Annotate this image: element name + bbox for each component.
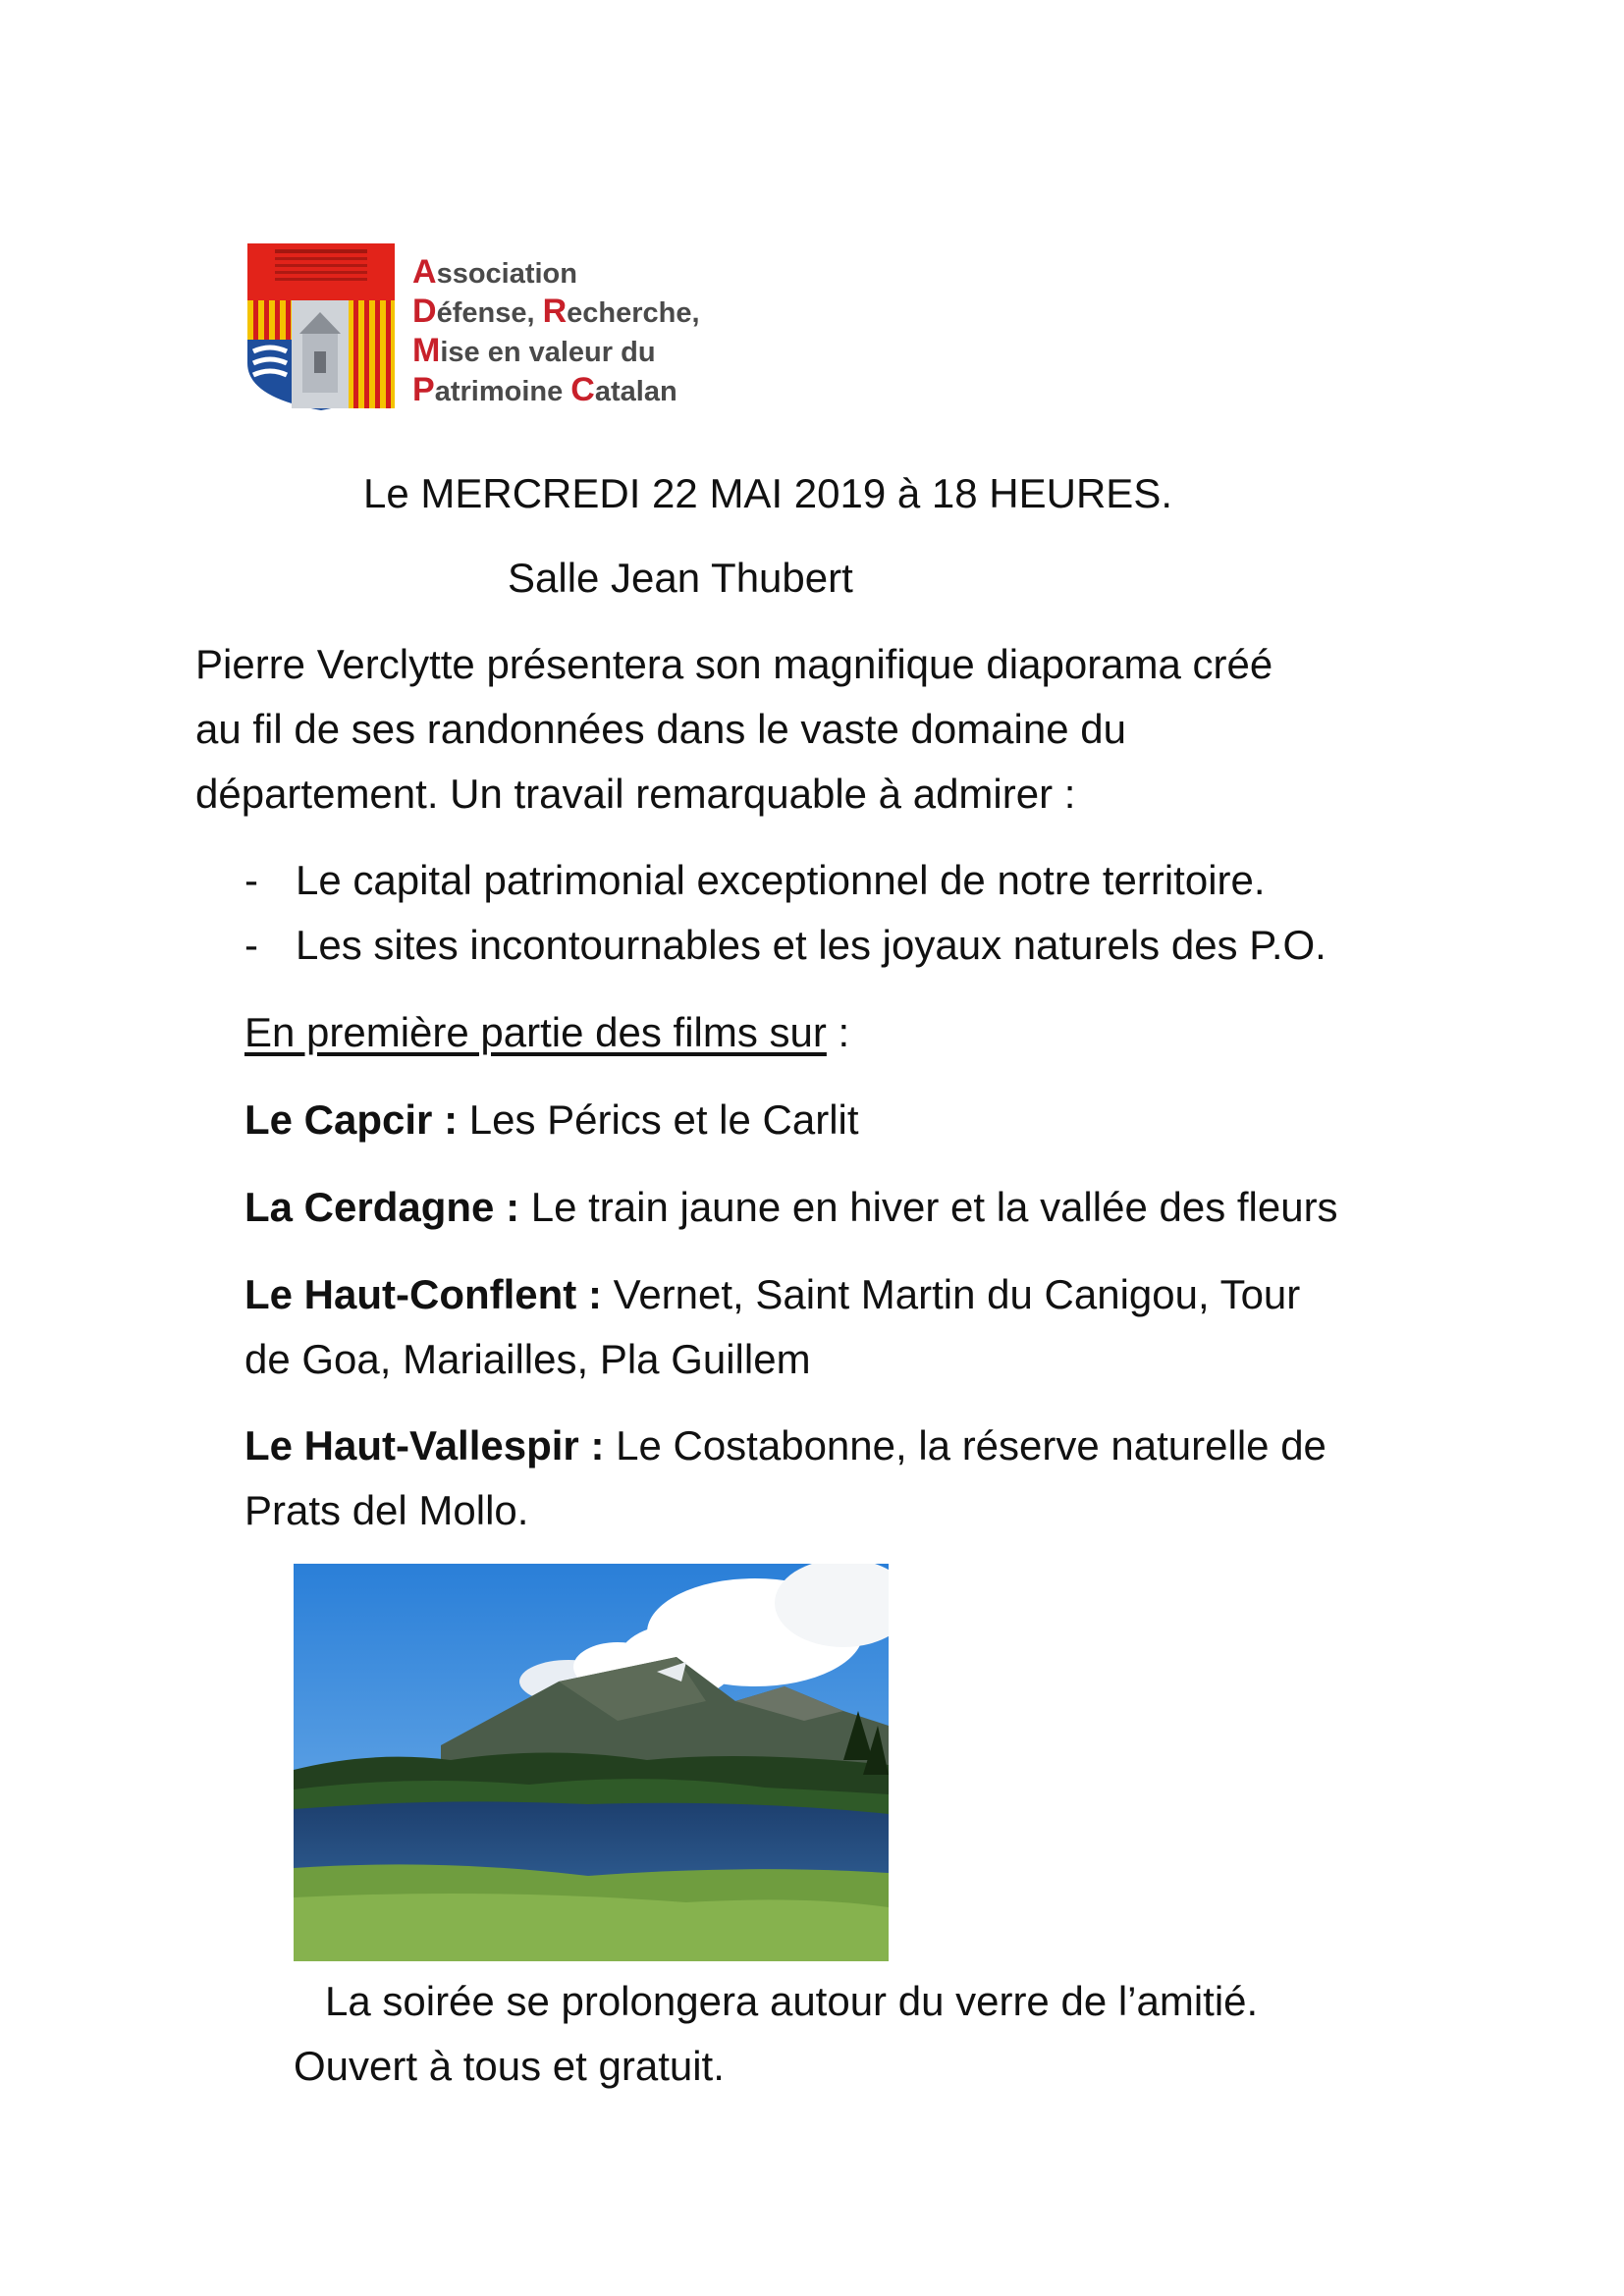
closing-line: Ouvert à tous et gratuit.	[294, 2043, 725, 2089]
closing-line: La soirée se prolongera autour du verre de l’amitié.	[325, 1978, 1259, 2024]
bullet-item	[244, 913, 1326, 978]
film-region: Le Haut-Vallespir :	[244, 1422, 605, 1468]
bullet-dash: -	[244, 857, 258, 903]
films-header	[244, 1000, 849, 1065]
intro-paragraph	[195, 632, 1472, 827]
event-venue: Salle Jean Thubert	[508, 555, 853, 601]
film-item	[244, 1088, 1521, 1152]
intro-line: au fil de ses randonnées dans le vaste domaine du	[195, 706, 1126, 752]
film-description: Les Pérics et le Carlit	[458, 1096, 859, 1143]
film-region: La Cerdagne :	[244, 1184, 520, 1230]
logo-initial: A	[412, 253, 437, 291]
association-logo	[245, 236, 736, 412]
bullet-dash: -	[244, 922, 258, 968]
logo-text-line: echerche,	[567, 297, 700, 329]
bullet-text: Le capital patrimonial exceptionnel de notre territoire.	[296, 857, 1266, 903]
film-item	[244, 1262, 1521, 1392]
logo-initial: P	[412, 371, 435, 408]
film-description: Le train jaune en hiver et la vallée des fleurs	[519, 1184, 1338, 1230]
logo-initial: R	[542, 293, 568, 330]
film-description: Le Costabonne, la réserve naturelle de	[604, 1422, 1326, 1468]
bullet-item	[244, 848, 1266, 913]
mountain-lake-photo	[294, 1564, 889, 1961]
bullet-text: Les sites incontournables et les joyaux naturels des P.O.	[296, 922, 1326, 968]
crest-icon	[245, 236, 412, 412]
logo-initial: C	[570, 371, 595, 408]
film-description: Vernet, Saint Martin du Canigou, Tour	[601, 1271, 1301, 1317]
landscape-icon	[294, 1564, 889, 1961]
films-header-label: En première partie des films sur	[244, 1009, 827, 1055]
film-item	[244, 1175, 1521, 1240]
films-header-colon: :	[826, 1009, 850, 1055]
film-item	[244, 1414, 1521, 1543]
logo-text-line: ssociation	[436, 258, 577, 290]
logo-text-line: atrimoine	[434, 376, 571, 407]
film-description-continued: de Goa, Mariailles, Pla Guillem	[244, 1336, 811, 1382]
logo-text-line: éfense,	[436, 297, 543, 329]
logo-wordmark	[412, 253, 700, 410]
intro-line: Pierre Verclytte présentera son magnifique diaporama créé	[195, 641, 1273, 687]
logo-text-line: ise en valeur du	[440, 337, 656, 368]
film-region: Le Haut-Conflent :	[244, 1271, 602, 1317]
logo-initial: M	[412, 332, 441, 369]
event-date: Le MERCREDI 22 MAI 2019 à 18 HEURES.	[363, 470, 1173, 516]
intro-line: département. Un travail remarquable à admirer :	[195, 771, 1076, 817]
logo-initial: D	[412, 293, 437, 330]
film-region: Le Capcir :	[244, 1096, 459, 1143]
logo-text-line: atalan	[594, 376, 677, 407]
film-description-continued: Prats del Mollo.	[244, 1487, 529, 1533]
